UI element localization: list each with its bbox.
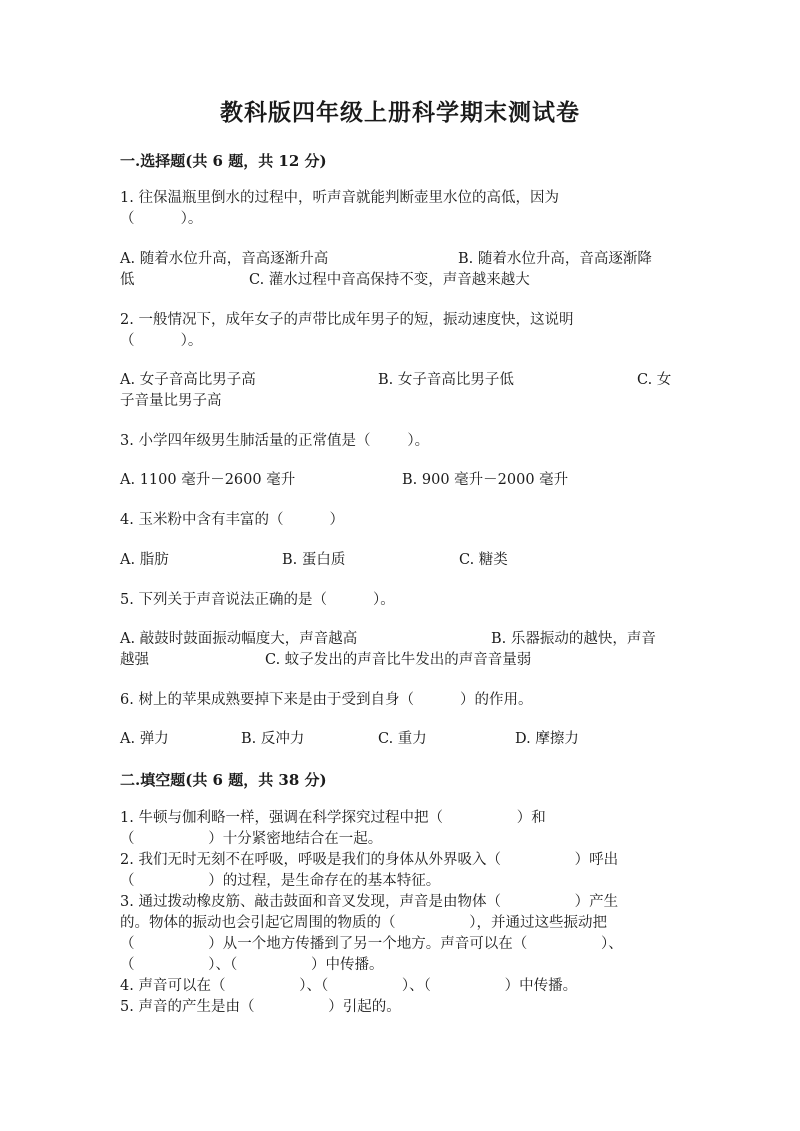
question-2-option-c-cont: 子音量比男子高 [120,393,222,409]
fill-line: 1. 牛顿与伽利略一样，强调在科学探究过程中把（ ）和 [120,810,546,826]
section-heading-choice: 一.选择题(共 6 题，共 12 分) [120,152,327,170]
fill-line: 3. 通过拨动橡皮筋、敲击鼓面和音叉发现，声音是由物体（ ）产生 [120,894,619,910]
question-1-blank: （ ）。 [120,211,203,227]
question-6-option-c: C. 重力 [378,731,427,747]
question-1-option-b: B. 随着水位升高，音高逐渐降 [458,251,652,267]
question-5-text: 5. 下列关于声音说法正确的是（ ）。 [120,592,395,608]
question-2-option-c: C. 女 [637,372,672,388]
fill-line: （ ）十分紧密地结合在一起。 [120,831,383,847]
question-3-option-a: A. 1100 毫升－2600 毫升 [120,472,296,488]
question-6-text: 6. 树上的苹果成熟要掉下来是由于受到自身（ ）的作用。 [120,692,533,708]
fill-line: （ ）的过程，是生命存在的基本特征。 [120,873,441,889]
fill-line: （ ）从一个地方传播到了另一个地方。声音可以在（ ）、 [120,936,623,952]
question-3-text: 3. 小学四年级男生肺活量的正常值是（ ）。 [120,433,430,449]
fill-line: 5. 声音的产生是由（ ）引起的。 [120,999,401,1015]
question-4-option-c: C. 糖类 [459,552,508,568]
question-1-option-c: C. 灌水过程中音高保持不变，声音越来越大 [249,272,530,288]
fill-line: 的。物体的振动也会引起它周围的物质的（ ），并通过这些振动把 [120,915,607,931]
question-5-option-b-cont: 越强 [120,652,149,668]
question-3-option-b: B. 900 毫升－2000 毫升 [402,472,569,488]
fill-line: （ ）、（ ）中传播。 [120,957,384,973]
question-1-option-a: A. 随着水位升高，音高逐渐升高 [120,251,329,267]
question-2-text: 2. 一般情况下，成年女子的声带比成年男子的短，振动速度快，这说明 [120,312,574,328]
question-2-option-b: B. 女子音高比男子低 [378,372,514,388]
question-1-option-b-cont: 低 [120,272,135,288]
question-6-option-a: A. 弹力 [120,731,169,747]
question-4-option-b: B. 蛋白质 [282,552,346,568]
page-title: 教科版四年级上册科学期末测试卷 [220,99,580,126]
question-4-text: 4. 玉米粉中含有丰富的（ ） [120,512,345,528]
question-2-option-a: A. 女子音高比男子高 [120,372,256,388]
question-5-option-a: A. 敲鼓时鼓面振动幅度大，声音越高 [120,631,358,647]
question-6-option-b: B. 反冲力 [241,731,305,747]
question-4-option-a: A. 脂肪 [120,552,169,568]
fill-line: 2. 我们无时无刻不在呼吸，呼吸是我们的身体从外界吸入（ ）呼出 [120,852,619,868]
question-6-option-d: D. 摩擦力 [515,731,579,747]
section-heading-fill: 二.填空题(共 6 题，共 38 分) [120,771,327,789]
question-5-option-b: B. 乐器振动的越快，声音 [491,631,656,647]
fill-line: 4. 声音可以在（ ）、（ ）、（ ）中传播。 [120,978,578,994]
question-1-text: 1. 往保温瓶里倒水的过程中，听声音就能判断壶里水位的高低，因为 [120,190,559,206]
question-2-blank: （ ）。 [120,333,203,349]
question-5-option-c: C. 蚊子发出的声音比牛发出的声音音量弱 [265,652,532,668]
